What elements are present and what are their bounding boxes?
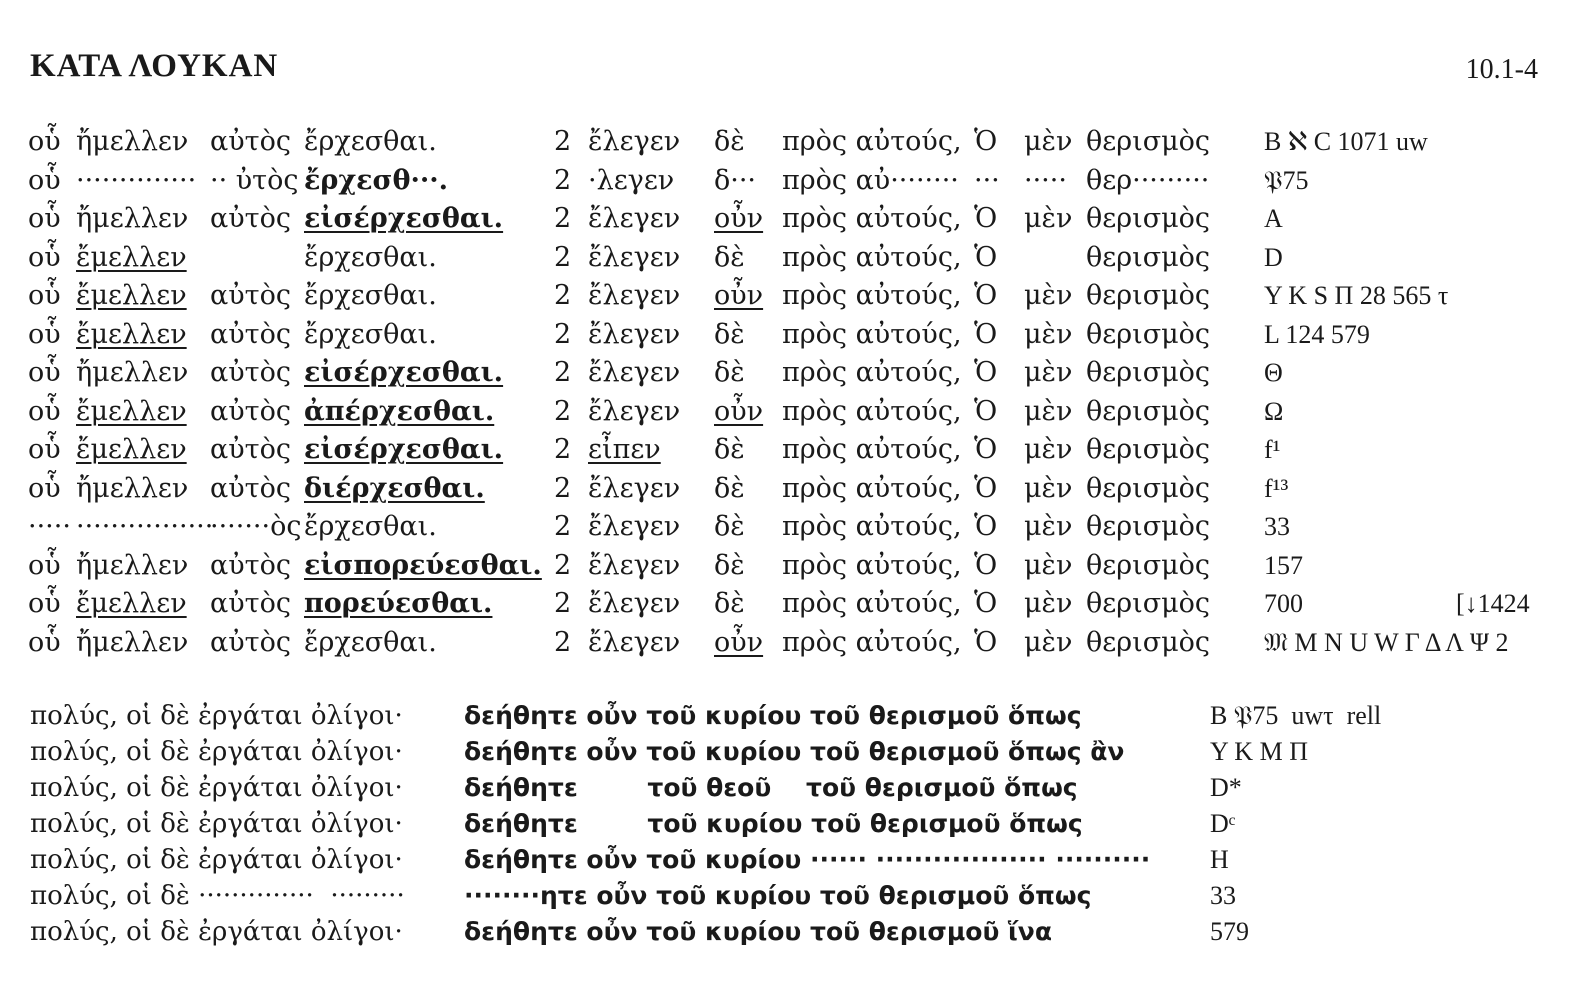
reading-right: δεήθητε οὖν τοῦ κυρίου τοῦ θερισμοῦ ὅπως (464, 701, 1082, 730)
reading-w7: πρὸς αὐτούς, (782, 241, 962, 273)
reading-w4: εἰσέρχεσθαι. (304, 434, 504, 465)
reading-w4: ἔρχεσθαι. (304, 318, 437, 350)
reading-w8: Ὁ (974, 626, 998, 658)
witness-list: Y K M Π (1210, 737, 1308, 766)
reading-w6: οὖν (714, 626, 764, 658)
reading-w9: ····· (1024, 164, 1067, 196)
reading-w5: ἔλεγεν (588, 318, 681, 350)
reading-num: 2 (554, 588, 572, 619)
reading-w9: μὲν (1024, 357, 1073, 388)
reading-left: πολύς, οἱ δὲ ἐργάται ὀλίγοι· (30, 917, 403, 947)
reading-left: πολύς, οἱ δὲ ἐργάται ὀλίγοι· (30, 809, 403, 839)
reading-w1: οὗ (28, 434, 61, 465)
reading-w7: πρὸς αὐτούς, (782, 203, 962, 234)
reading-num: 2 (554, 434, 572, 465)
reading-w1: οὗ (28, 626, 61, 658)
reading-w3: αὐτὸς (210, 434, 291, 465)
reading-w9: μὲν (1024, 434, 1073, 465)
witness-list: D (1264, 242, 1283, 272)
reading-num: 2 (554, 318, 572, 350)
reading-num: 2 (554, 626, 572, 658)
witness-list: Θ (1264, 358, 1283, 387)
continuation-note: [↓1424 (1456, 589, 1530, 618)
reading-w8: Ὁ (974, 241, 998, 273)
reading-right: δεήθητε οὖν τοῦ κυρίου ······ ·················· ·········· (464, 845, 1151, 874)
reading-w2: ἤμελλεν (76, 626, 189, 658)
reading-w4: ἔρχεσθαι. (304, 126, 437, 157)
reading-w6: δὲ (714, 588, 745, 619)
witness-list: B ℵ C 1071 uw (1264, 127, 1428, 156)
reading-w4: εἰσέρχεσθαι. (304, 357, 504, 388)
reading-w1: οὗ (28, 472, 61, 504)
reading-w5: ἔλεγεν (588, 549, 681, 581)
reading-num: 2 (554, 203, 572, 234)
reading-w10: θερισμὸς (1086, 203, 1211, 234)
reading-w3: αὐτὸς (210, 357, 291, 388)
reading-w7: πρὸς αὐτούς, (782, 549, 962, 581)
reading-w1: οὗ (28, 164, 61, 196)
reading-w7: πρὸς αὐτούς, (782, 318, 962, 350)
reading-w8: Ὁ (974, 588, 998, 619)
witness-list: Dᶜ (1210, 809, 1236, 838)
reading-left: πολύς, οἱ δὲ ἐργάται ὀλίγοι· (30, 773, 403, 803)
reading-w5: ἔλεγεν (588, 241, 681, 273)
witness-list: H (1210, 845, 1229, 874)
reading-num: 2 (554, 395, 572, 427)
reading-w5: ἔλεγεν (588, 588, 681, 619)
witness-list: Ω (1264, 396, 1284, 426)
reading-w4: ἀπέρχεσθαι. (304, 395, 495, 427)
reading-w9: μὲν (1024, 203, 1073, 234)
reading-w2: ἤμελλεν (76, 472, 189, 504)
reading-w5: ἔλεγεν (588, 472, 681, 504)
reading-w7: πρὸς αὐτούς, (782, 126, 962, 157)
reading-w9: μὲν (1024, 549, 1073, 581)
reading-w10: θερισμὸς (1086, 318, 1211, 350)
reading-w3: αὐτὸς (210, 203, 291, 234)
verse-reference: 10.1-4 (1465, 54, 1538, 85)
reading-w10: θερισμὸς (1086, 126, 1211, 157)
reading-w9: μὲν (1024, 472, 1073, 504)
reading-w9: μὲν (1024, 395, 1073, 427)
reading-w8: Ὁ (974, 395, 998, 427)
reading-w2: ἔμελλεν (76, 280, 187, 311)
reading-w10: θερισμὸς (1086, 280, 1211, 311)
witness-list: f¹³ (1264, 473, 1289, 503)
reading-w8: Ὁ (974, 549, 998, 581)
reading-w5: ἔλεγεν (588, 395, 681, 427)
witness-list: 157 (1264, 550, 1303, 580)
reading-w7: πρὸς αὐτούς, (782, 588, 962, 619)
reading-w4: ἔρχεσθαι. (304, 280, 437, 311)
reading-w1: ····· (28, 511, 71, 542)
reading-w10: θερισμὸς (1086, 395, 1211, 427)
reading-w2: ἔμελλεν (76, 318, 187, 350)
reading-w2: ἔμελλεν (76, 241, 187, 273)
reading-w8: ··· (974, 164, 1000, 196)
reading-w8: Ὁ (974, 357, 998, 388)
reading-w3: αὐτὸς (210, 588, 291, 619)
reading-w7: πρὸς αὐτούς, (782, 395, 962, 427)
reading-w2: ἤμελλεν (76, 203, 189, 234)
reading-w3: αὐτὸς (210, 126, 291, 157)
reading-w1: οὗ (28, 203, 61, 234)
reading-w7: πρὸς αὐτούς, (782, 626, 962, 658)
reading-w4: ἔρχεσθαι. (304, 511, 437, 542)
reading-w10: θερισμὸς (1086, 241, 1211, 273)
reading-w7: πρὸς αὐτούς, (782, 434, 962, 465)
reading-w6: δ··· (714, 164, 757, 196)
reading-w9: μὲν (1024, 626, 1073, 658)
reading-w7: πρὸς αὐ········ (782, 164, 959, 196)
reading-num: 2 (554, 549, 572, 581)
reading-w8: Ὁ (974, 434, 998, 465)
reading-w7: πρὸς αὐτούς, (782, 280, 962, 311)
reading-w6: δὲ (714, 511, 745, 542)
reading-w8: Ὁ (974, 472, 998, 504)
witness-list: 700 (1264, 589, 1303, 618)
witness-list: f¹ (1264, 435, 1281, 464)
reading-w1: οὗ (28, 588, 61, 619)
reading-w4: εἰσπορεύεσθαι. (304, 549, 542, 581)
reading-w4: εἰσέρχεσθαι. (304, 203, 504, 234)
reading-right: δεήθητε τοῦ κυρίου τοῦ θερισμοῦ ὅπως (464, 809, 1083, 838)
reading-w6: οὖν (714, 280, 764, 311)
reading-w2: ·············· (76, 164, 197, 196)
reading-w10: θερ········· (1086, 164, 1210, 196)
reading-w6: δὲ (714, 472, 745, 504)
witness-list: B 𝔓75 uwτ rell (1210, 701, 1382, 730)
reading-left: πολύς, οἱ δὲ ·············· ········· (30, 881, 405, 911)
reading-left: πολύς, οἱ δὲ ἐργάται ὀλίγοι· (30, 737, 403, 767)
reading-w6: δὲ (714, 126, 745, 157)
reading-w1: οὗ (28, 357, 61, 388)
reading-w7: πρὸς αὐτούς, (782, 511, 962, 542)
reading-w2: ἔμελλεν (76, 434, 187, 465)
reading-w10: θερισμὸς (1086, 472, 1211, 504)
reading-w10: θερισμὸς (1086, 357, 1211, 388)
reading-w4: ἔρχεσθαι. (304, 241, 437, 273)
reading-w9: μὲν (1024, 588, 1073, 619)
witness-list: L 124 579 (1264, 319, 1370, 349)
reading-left: πολύς, οἱ δὲ ἐργάται ὀλίγοι· (30, 845, 403, 875)
reading-w3: ·· ὐτὸς (210, 164, 299, 196)
witness-list: D* (1210, 773, 1242, 802)
reading-w3: ·······ὸς (210, 511, 302, 542)
reading-w3: αὐτὸς (210, 318, 291, 350)
reading-w1: οὗ (28, 318, 61, 350)
reading-w8: Ὁ (974, 203, 998, 234)
reading-w5: ἔλεγεν (588, 126, 681, 157)
reading-num: 2 (554, 472, 572, 504)
witness-list: 𝔓75 (1264, 165, 1309, 195)
reading-w2: ἤμελλεν (76, 126, 189, 157)
reading-right: δεήθητε τοῦ θεοῦ τοῦ θερισμοῦ ὅπως (464, 773, 1078, 802)
witness-list: A (1264, 204, 1283, 233)
reading-w6: οὖν (714, 203, 764, 234)
reading-w10: θερισμὸς (1086, 511, 1211, 542)
reading-w6: δὲ (714, 357, 745, 388)
reading-w9: μὲν (1024, 280, 1073, 311)
reading-right: δεήθητε οὖν τοῦ κυρίου τοῦ θερισμοῦ ὅπως ἂν (464, 737, 1125, 766)
reading-w6: δὲ (714, 434, 745, 465)
reading-w8: Ὁ (974, 318, 998, 350)
reading-w5: εἶπεν (588, 434, 661, 465)
reading-w8: Ὁ (974, 280, 998, 311)
reading-w2: ················ (76, 511, 214, 542)
witness-list: 579 (1210, 917, 1249, 946)
reading-w6: δὲ (714, 241, 745, 273)
reading-w1: οὗ (28, 126, 61, 157)
reading-w10: θερισμὸς (1086, 434, 1211, 465)
reading-w2: ἔμελλεν (76, 588, 187, 619)
reading-left: πολύς, οἱ δὲ ἐργάται ὀλίγοι· (30, 701, 403, 731)
reading-w10: θερισμὸς (1086, 549, 1211, 581)
reading-w7: πρὸς αὐτούς, (782, 357, 962, 388)
reading-w3: αὐτὸς (210, 472, 291, 504)
page-title: ΚΑΤΑ ΛΟΥΚΑΝ (30, 48, 279, 84)
reading-num: 2 (554, 357, 572, 388)
reading-w5: ἔλεγεν (588, 203, 681, 234)
reading-w9: μὲν (1024, 126, 1073, 157)
reading-w5: ἔλεγεν (588, 511, 681, 542)
reading-w6: δὲ (714, 549, 745, 581)
reading-w1: οὗ (28, 549, 61, 581)
reading-w5: ἔλεγεν (588, 626, 681, 658)
witness-list: 33 (1210, 881, 1236, 910)
witness-list: 𝔐 M N U W Γ Δ Λ Ψ 2 (1264, 627, 1509, 657)
witness-list: 33 (1264, 512, 1290, 541)
reading-w2: ἤμελλεν (76, 549, 189, 581)
reading-w3: αὐτὸς (210, 280, 291, 311)
reading-right: ········ητε οὖν τοῦ κυρίου τοῦ θερισμοῦ ὅπως (464, 881, 1092, 910)
witness-list: Y K S Π 28 565 τ (1264, 281, 1449, 310)
reading-w2: ἤμελλεν (76, 357, 189, 388)
reading-w3: αὐτὸς (210, 549, 291, 581)
reading-w1: οὗ (28, 280, 61, 311)
reading-num: 2 (554, 241, 572, 273)
reading-w10: θερισμὸς (1086, 626, 1211, 658)
reading-w8: Ὁ (974, 511, 998, 542)
reading-w9: μὲν (1024, 511, 1073, 542)
reading-num: 2 (554, 511, 572, 542)
reading-w4: πορεύεσθαι. (304, 588, 493, 619)
reading-w5: ·λεγεν (588, 164, 675, 196)
reading-w7: πρὸς αὐτούς, (782, 472, 962, 504)
reading-w3: αὐτὸς (210, 395, 291, 427)
reading-w5: ἔλεγεν (588, 357, 681, 388)
reading-w3: αὐτὸς (210, 626, 291, 658)
reading-w2: ἔμελλεν (76, 395, 187, 427)
reading-w10: θερισμὸς (1086, 588, 1211, 619)
reading-w8: Ὁ (974, 126, 998, 157)
reading-num: 2 (554, 280, 572, 311)
reading-w4: διέρχεσθαι. (304, 472, 485, 504)
reading-right: δεήθητε οὖν τοῦ κυρίου τοῦ θερισμοῦ ἵνα (464, 917, 1053, 946)
reading-num: 2 (554, 164, 572, 196)
reading-w6: οὖν (714, 395, 764, 427)
reading-w6: δὲ (714, 318, 745, 350)
reading-w1: οὗ (28, 241, 61, 273)
reading-w1: οὗ (28, 395, 61, 427)
reading-w5: ἔλεγεν (588, 280, 681, 311)
reading-num: 2 (554, 126, 572, 157)
reading-w4: ἔρχεσθαι. (304, 626, 437, 658)
reading-w9: μὲν (1024, 318, 1073, 350)
reading-w4: ἔρχεσθ···. (304, 164, 449, 196)
